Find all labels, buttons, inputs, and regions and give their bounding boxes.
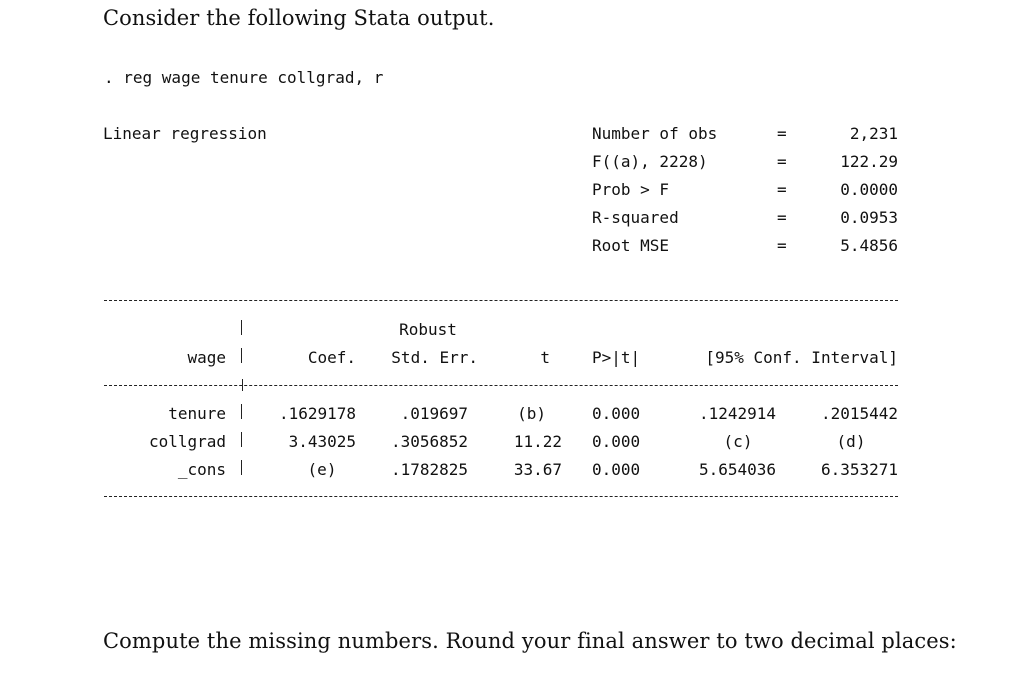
cell-coef: 3.43025: [288, 432, 356, 451]
model-title: Linear regression: [103, 124, 267, 143]
header-pvalue: P>|t|: [592, 348, 641, 367]
cell-t: (b): [517, 404, 546, 423]
stat-equals: =: [777, 152, 787, 171]
stat-equals: =: [777, 180, 787, 199]
row-variable: collgrad: [148, 432, 226, 451]
cell-t: 33.67: [513, 460, 562, 479]
table-top-rule: [104, 300, 898, 301]
cell-ci-low: (c): [723, 432, 753, 451]
stat-label: Prob > F: [592, 180, 670, 199]
header-separator-rule: [104, 385, 898, 386]
cell-pvalue: 0.000: [592, 460, 641, 479]
header-coef: Coef.: [307, 348, 356, 367]
cell-t: 11.22: [513, 432, 562, 451]
column-divider: [241, 320, 242, 335]
stat-value: 0.0953: [840, 208, 898, 227]
stat-label: F((a), 2228): [592, 152, 708, 171]
header-depvar: wage: [187, 348, 226, 367]
column-divider: [241, 460, 242, 475]
cell-stderr: .3056852: [390, 432, 468, 451]
header-stderr: Std. Err.: [391, 348, 478, 367]
intro-text: Consider the following Stata output.: [103, 6, 495, 30]
cell-ci-low: 5.654036: [698, 460, 776, 479]
question-text: Compute the missing numbers. Round your final answer to two decimal places:: [103, 629, 957, 653]
cell-coef: .1629178: [278, 404, 356, 423]
column-divider: [241, 432, 242, 447]
header-t: t: [540, 348, 550, 367]
cell-pvalue: 0.000: [592, 432, 641, 451]
column-divider: [241, 348, 242, 363]
column-divider: [241, 404, 242, 419]
rule-junction: [242, 379, 243, 391]
stat-label: Number of obs: [592, 124, 718, 143]
cell-ci-high: .2015442: [820, 404, 898, 423]
table-bottom-rule: [104, 496, 898, 497]
stat-equals: =: [777, 124, 787, 143]
row-variable: _cons: [177, 460, 226, 479]
cell-ci-high: (d): [836, 432, 866, 451]
cell-stderr: .019697: [400, 404, 468, 423]
stat-label: R-squared: [592, 208, 679, 227]
stat-equals: =: [777, 236, 787, 255]
cell-stderr: .1782825: [390, 460, 468, 479]
stat-value: 5.4856: [840, 236, 898, 255]
stat-value: 0.0000: [840, 180, 898, 199]
stat-equals: =: [777, 208, 787, 227]
stat-value: 122.29: [840, 152, 898, 171]
cell-ci-low: .1242914: [698, 404, 776, 423]
stat-value: 2,231: [849, 124, 898, 143]
cell-ci-high: 6.353271: [820, 460, 898, 479]
header-robust: Robust: [399, 320, 457, 339]
header-conf-interval: [95% Conf. Interval]: [705, 348, 898, 367]
row-variable: tenure: [168, 404, 226, 423]
cell-pvalue: 0.000: [592, 404, 641, 423]
stat-label: Root MSE: [592, 236, 670, 255]
stata-command: . reg wage tenure collgrad, r: [104, 68, 384, 87]
cell-coef: (e): [307, 460, 337, 479]
